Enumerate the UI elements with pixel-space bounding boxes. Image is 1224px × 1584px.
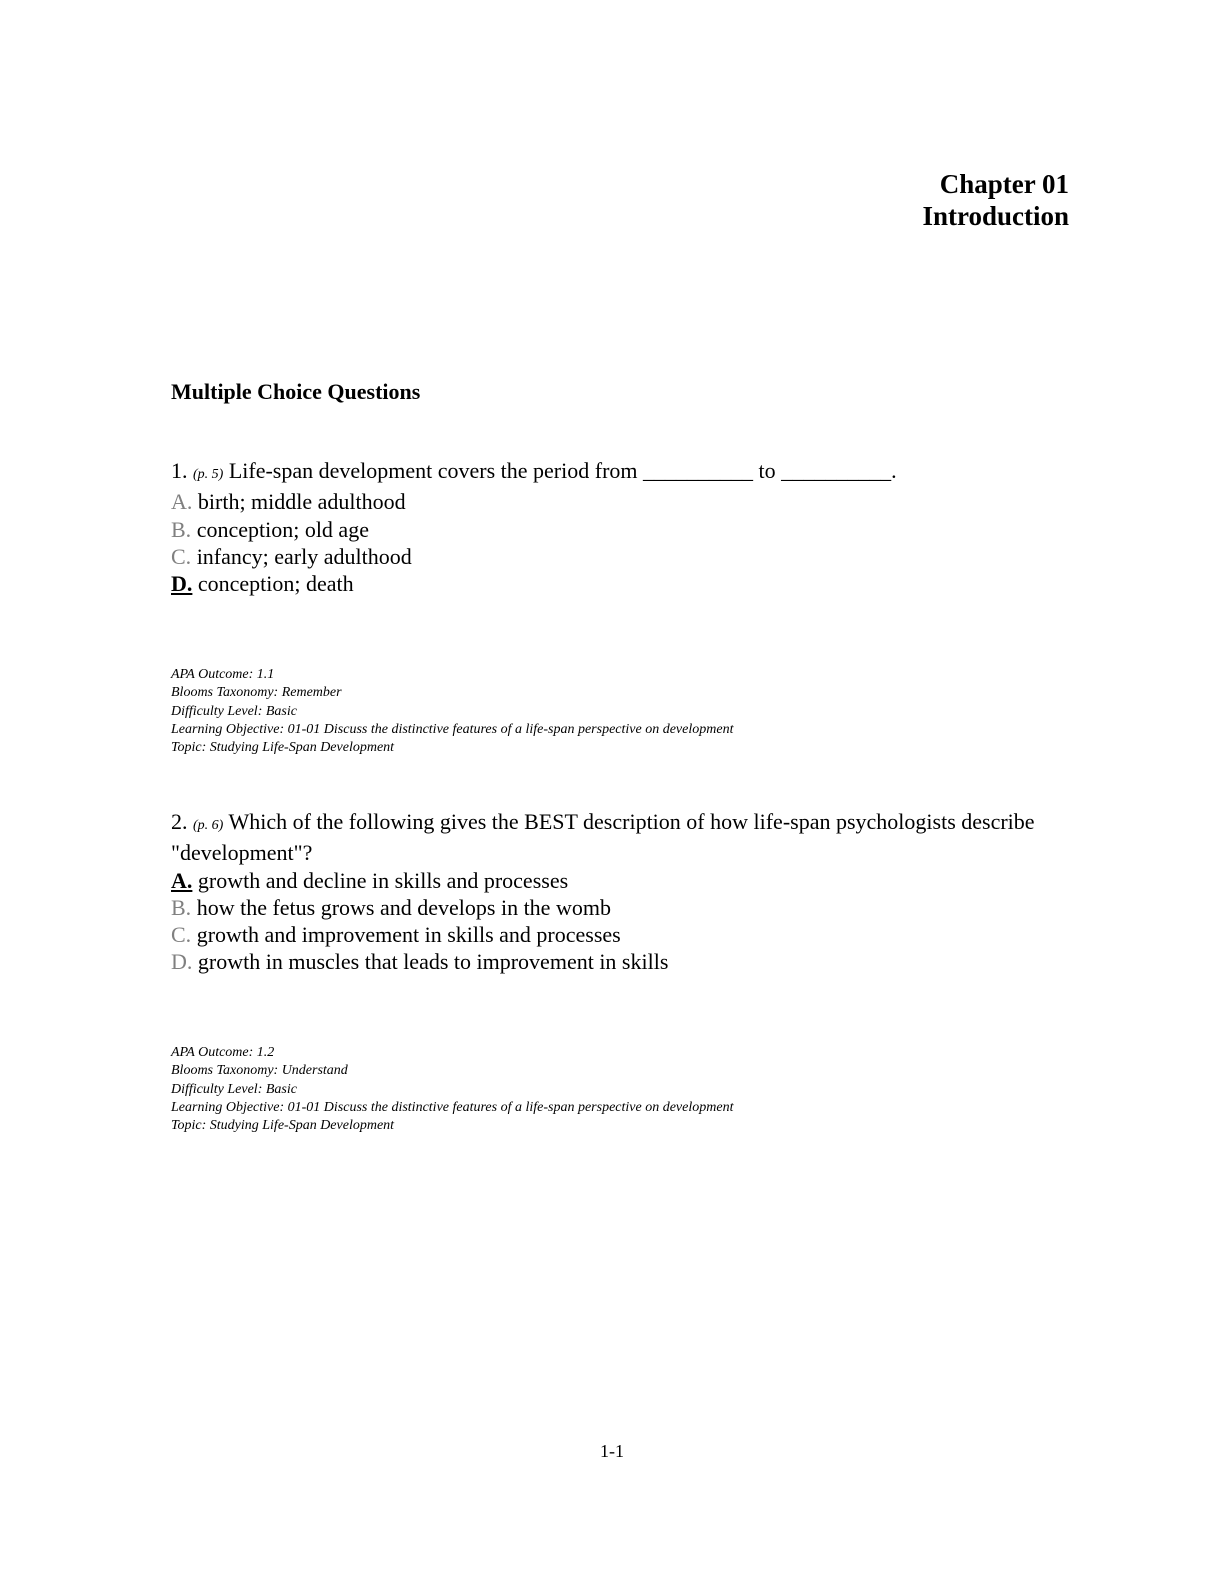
question-number: 1. <box>171 458 188 483</box>
choice-letter: B. <box>171 894 192 920</box>
question-1-metadata <box>171 666 733 757</box>
topic: Topic: Studying Life-Span Development <box>171 1118 395 1134</box>
page-reference: (p. 6) <box>193 818 224 833</box>
choice-letter: A. <box>171 489 193 515</box>
choice-b <box>171 516 1051 543</box>
choice-a <box>171 867 1051 894</box>
choice-b <box>171 894 1051 921</box>
section-heading: Multiple Choice Questions <box>171 379 421 404</box>
choice-d <box>171 570 1051 597</box>
difficulty-level: Difficulty Level: Basic <box>171 1081 297 1097</box>
correct-answer-letter: A. <box>171 867 193 893</box>
question-number: 2. <box>171 809 188 834</box>
blooms-taxonomy: Blooms Taxonomy: Remember <box>171 685 342 701</box>
question-1 <box>171 457 1051 597</box>
choice-text: conception; death <box>197 571 354 597</box>
choice-text: infancy; early adulthood <box>196 543 412 569</box>
chapter-title <box>922 168 1069 232</box>
chapter-name: Introduction <box>922 201 1069 231</box>
choice-d <box>171 948 1051 975</box>
choice-text: growth in muscles that leads to improvement in skills <box>197 949 669 975</box>
difficulty-level: Difficulty Level: Basic <box>171 703 297 719</box>
question-stem <box>171 808 1051 867</box>
question-2 <box>171 808 1051 976</box>
chapter-number: Chapter 01 <box>939 169 1069 199</box>
question-stem <box>171 457 1051 488</box>
apa-outcome: APA Outcome: 1.2 <box>171 1045 275 1060</box>
apa-outcome: APA Outcome: 1.1 <box>171 667 275 682</box>
choice-letter: C. <box>171 922 192 948</box>
question-2-metadata <box>171 1044 733 1135</box>
question-text: Which of the following gives the BEST description of how life-span psychologists describe "development"? <box>171 809 1035 866</box>
learning-objective: Learning Objective: 01-01 Discuss the distinctive features of a life-span perspective on development <box>171 721 734 737</box>
choice-c <box>171 921 1051 948</box>
page-number: 1-1 <box>600 1441 624 1461</box>
choice-letter: B. <box>171 516 192 542</box>
choice-text: growth and decline in skills and processes <box>197 867 569 893</box>
choice-c <box>171 543 1051 570</box>
correct-answer-letter: D. <box>171 571 193 597</box>
choice-letter: C. <box>171 543 192 569</box>
choice-a <box>171 488 1051 515</box>
choice-text: birth; middle adulthood <box>197 489 406 515</box>
choice-text: growth and improvement in skills and processes <box>196 922 621 948</box>
blooms-taxonomy: Blooms Taxonomy: Understand <box>171 1063 348 1079</box>
choice-letter: D. <box>171 949 193 975</box>
topic: Topic: Studying Life-Span Development <box>171 740 395 756</box>
question-text: Life-span development covers the period from __________ to __________. <box>228 458 897 483</box>
choice-text: conception; old age <box>196 516 369 542</box>
page-reference: (p. 5) <box>193 467 224 482</box>
choice-text: how the fetus grows and develops in the womb <box>196 894 611 920</box>
learning-objective: Learning Objective: 01-01 Discuss the distinctive features of a life-span perspective on development <box>171 1099 734 1115</box>
